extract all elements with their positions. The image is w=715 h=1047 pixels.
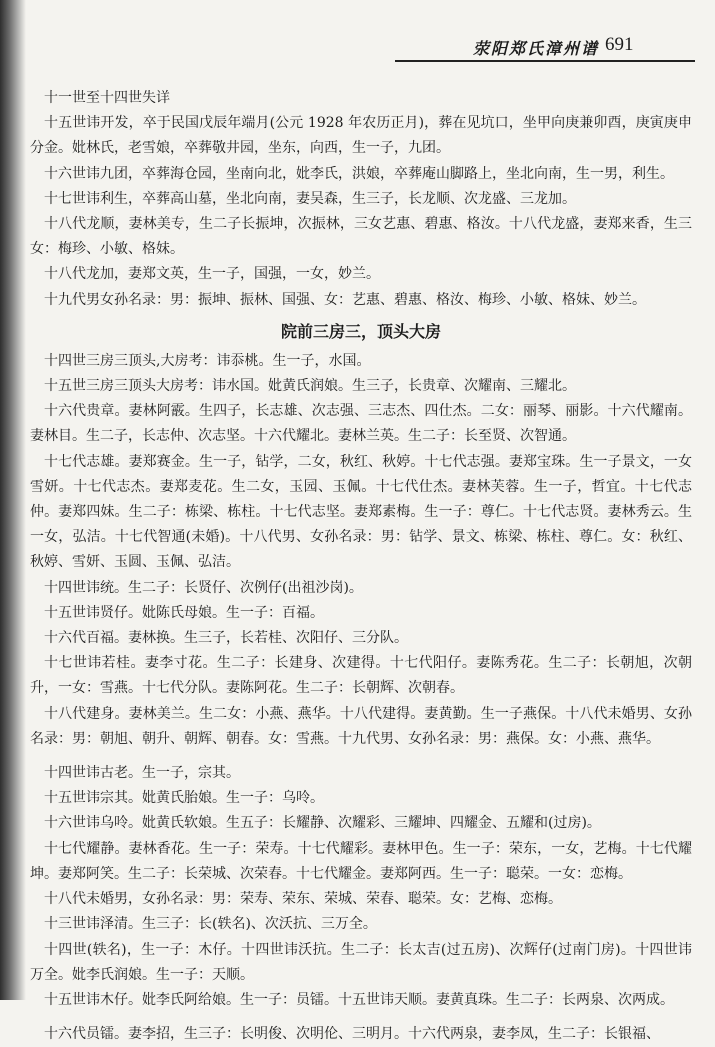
paragraph: 十五世讳木仔。妣李氏阿给娘。生一子：员镭。十五世讳天顺。妻黄真珠。生二子：长两泉、次两成。 — [44, 991, 674, 1008]
spacer — [30, 752, 692, 761]
page-header — [395, 28, 695, 58]
page-body — [30, 86, 692, 1047]
paragraph: 十五世讳贤仔。妣陈氏母娘。生一子：百福。 — [44, 604, 324, 621]
paragraph: 十六世讳乌呤。妣黄氏软娘。生五子：长耀静、次耀彩、三耀坤、四耀金、五耀和(过房)。 — [44, 815, 601, 832]
paragraph: 十八代未婚男，女孙名录：男：荣寿、荣东、荣城、荣春、聪荣。女：艺梅、恋梅。 — [44, 891, 562, 908]
page-number: 691 — [605, 34, 634, 55]
paragraph: 十五世讳开发，卒于民国戊辰年端月(公元 1928 年农历正月)，葬在见坑口，坐甲向庚兼卯酉，庚寅庚申分金。妣林氏，老雪娘，卒葬敬井园，坐东，向西，生一子，九团。 — [30, 115, 692, 157]
paragraph: 十六代员镭。妻李招，生三子：长明俊、次明伦、三明月。十六代两泉，妻李凤，生二子：长银福、 — [44, 1026, 660, 1043]
paragraph: 十五世讳宗其。妣黄氏胎娘。生一子：乌呤。 — [44, 790, 324, 807]
paragraph: 十四世讳统。生二子：长贤仔、次例仔(出祖沙岗)。 — [44, 579, 363, 596]
paragraph: 十七代志雄。妻郑赛金。生一子，钻学，二女，秋红、秋婷。十七代志强。妻郑宝珠。生一子景文，一女雪妍。十七代志杰。妻郑麦花。生二女，玉园、玉佩。十七代仕杰。妻林芙蓉。生一子，哲宜。十七代志仲。妻郑四妹。生二子：栋梁、栋柱。十七代志坚。妻郑素梅。生一子：尊仁。十七代志贤。妻林秀云。生一女，弘洁。十七代智通(未婚)。十八代男、女孙名录：男：钻学、景文、栋梁、栋柱、尊仁。女：秋红、秋婷、雪妍、玉圆、玉佩、弘洁。 — [30, 453, 692, 571]
paragraph: 十九代男女孙名录：男：振坤、振林、国强、女：艺惠、碧惠、格汝、梅珍、小敏、格妹、妙兰。 — [44, 291, 646, 308]
paragraph: 十四世讳古老。生一子，宗其。 — [44, 765, 240, 782]
section-title: 院前三房三，顶头大房 — [280, 321, 441, 341]
paragraph: 十八代建身。妻林美兰。生二女：小燕、燕华。十八代建得。妻黄勤。生一子燕保。十八代未婚男、女孙名录：男：朝旭、朝升、朝辉、朝春。女：雪燕。十九代男、女孙名录：男：燕保。女：小燕、燕华。 — [30, 705, 692, 747]
paragraph: 十八代龙顺，妻林美专，生二子长振坤，次振林，三女艺惠、碧惠、格汝。十八代龙盛，妻郑来香，生三女：梅珍、小敏、格妹。 — [30, 216, 692, 258]
paragraph: 十六世讳九团，卒葬海仓园，坐南向北，妣李氏，洪娘，卒葬庵山脚路上，坐北向南，生一男，利生。 — [44, 165, 674, 182]
header-title: 荥阳郑氏漳州谱 — [473, 39, 600, 58]
paragraph: 十八代龙加，妻郑文英，生一子，国强，一女，妙兰。 — [44, 266, 380, 283]
paragraph: 十六代百福。妻林换。生三子，长若桂、次阳仔、三分队。 — [44, 630, 408, 647]
lineage-block-4 — [30, 1022, 692, 1047]
spacer — [30, 1013, 692, 1022]
lineage-block-1 — [30, 86, 692, 313]
paragraph: 十四世三房三顶头,大房考：讳忝桃。生一子，水国。 — [44, 352, 371, 369]
paragraph: 十七代耀静。妻林香花。生一子：荣寿。十七代耀彩。妻林甲色。生一子：荣东，一女，艺梅。十七代耀坤。妻郑阿笑。生二子：长荣城、次荣春。十七代耀金。妻郑阿西。生一子：聪荣。一女：恋梅。 — [30, 840, 692, 882]
paragraph: 十七世讳若桂。妻李寸花。生二子：长建身、次建得。十七代阳仔。妻陈秀花。生二子：长朝旭，次朝升，一女：雪燕。十七代分队。妻陈阿花。生二子：长朝辉、次朝春。 — [30, 655, 692, 697]
paragraph: 十一世至十四世失详 — [44, 90, 170, 106]
lineage-block-3 — [30, 761, 692, 1013]
paragraph: 十四世(轶名)，生一子：木仔。十四世讳沃抗。生二子：长太吉(过五房)、次辉仔(过南门房)。十四世讳万全。妣李氏润娘。生一子：天顺。 — [30, 941, 692, 983]
header-rule — [395, 60, 695, 62]
paragraph: 十七世讳利生，卒葬高山墓，坐北向南，妻吴森，生三子，长龙顺、次龙盛、三龙加。 — [44, 190, 576, 207]
lineage-block-2 — [30, 349, 692, 752]
paragraph: 十三世讳泽清。生三子：长(轶名)、次沃抗、三万全。 — [44, 916, 377, 933]
paragraph: 十五世三房三顶头大房考：讳水国。妣黄氏润娘。生三子，长贵章、次耀南、三耀北。 — [44, 378, 576, 395]
paragraph: 十六代贵章。妻林阿霰。生四子，长志雄、次志强、三志杰、四仕杰。二女：丽琴、丽影。十六代耀南。妻林目。生二子，长志仲、次志坚。十六代耀北。妻林兰英。生二子：长至贤、次智通。 — [30, 403, 692, 445]
book-spine-shadow — [0, 0, 26, 1000]
